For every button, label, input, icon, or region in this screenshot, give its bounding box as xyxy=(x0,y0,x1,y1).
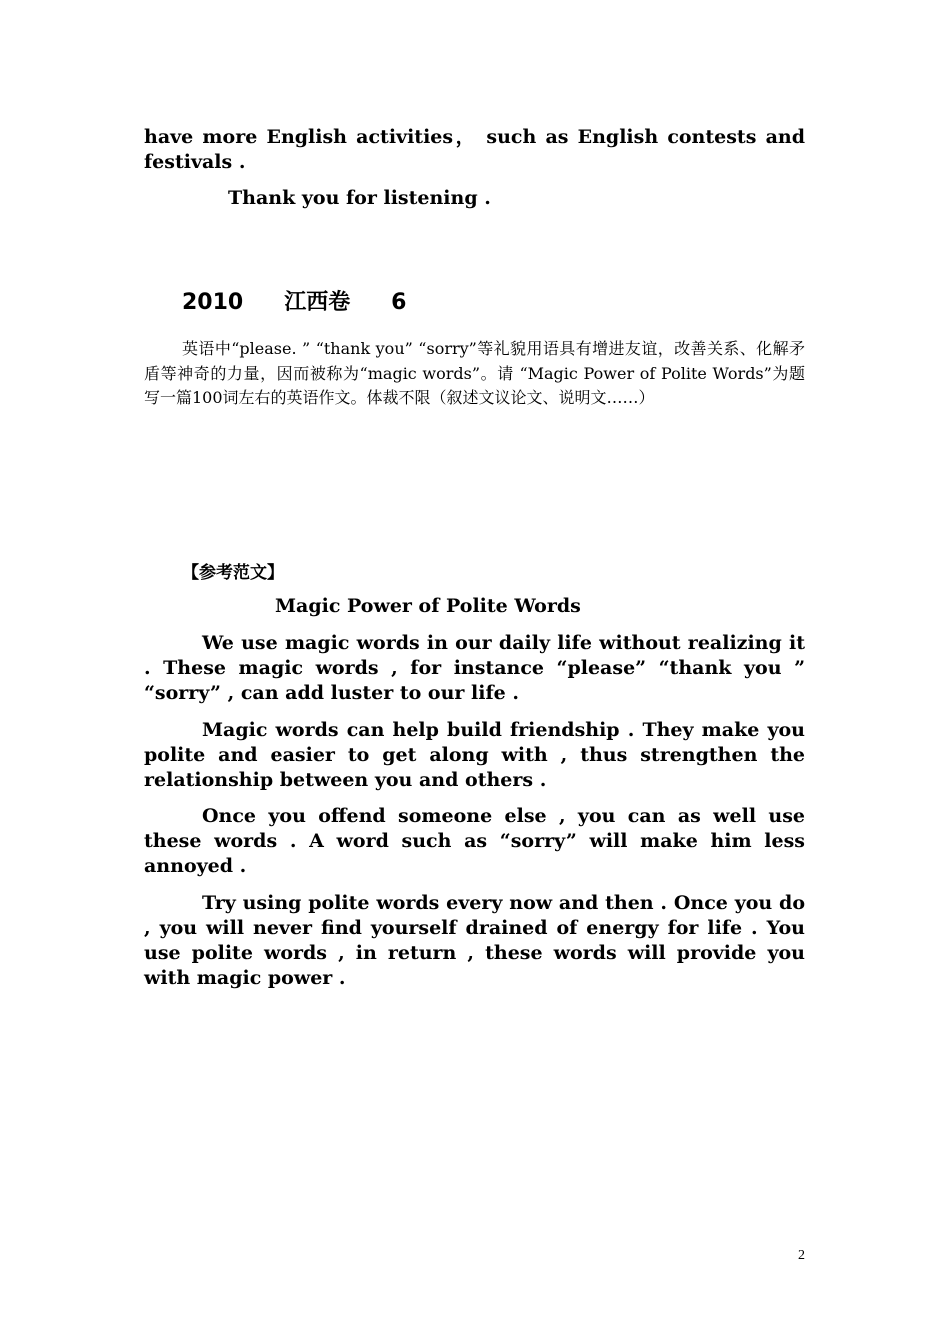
writing-prompt: 英语中“please. ” “thank you” “sorry”等礼貌用语具有增进友谊，改善关系、化解矛盾等神奇的力量，因而被称为“magic words”。请 “Magic Power of Polite Words”为题写一篇100词左右的英语作文。体裁不限（叙述文议论文、说明文……） xyxy=(144,339,805,407)
section-heading: 2010 江西卷 6 xyxy=(182,290,407,315)
page-number: 2 xyxy=(798,1248,805,1263)
essay-paragraph-4: Try using polite words every now and then . Once you do , you will never find yourself drained of energy for life . You use polite words , in return , these words will provide you with magic power . xyxy=(144,892,805,989)
reference-label: 【参考范文】 xyxy=(182,563,284,583)
essay-title: Magic Power of Polite Words xyxy=(275,595,581,617)
essay-paragraph-1: We use magic words in our daily life without realizing it . These magic words , for instance “please” “thank you ” “sorry” , can add luster to our life . xyxy=(144,632,805,704)
essay-paragraph-3: Once you offend someone else , you can as well use these words . A word such as “sorry” will make him less annoyed . xyxy=(144,805,805,877)
essay-paragraph-2: Magic words can help build friendship . They make you polite and easier to get along with , thus strengthen the relationship between you and others . xyxy=(144,719,805,791)
continuation-paragraph: have more English activities， such as English contests and festivals . xyxy=(144,126,805,173)
thanks-line: Thank you for listening . xyxy=(228,187,491,209)
